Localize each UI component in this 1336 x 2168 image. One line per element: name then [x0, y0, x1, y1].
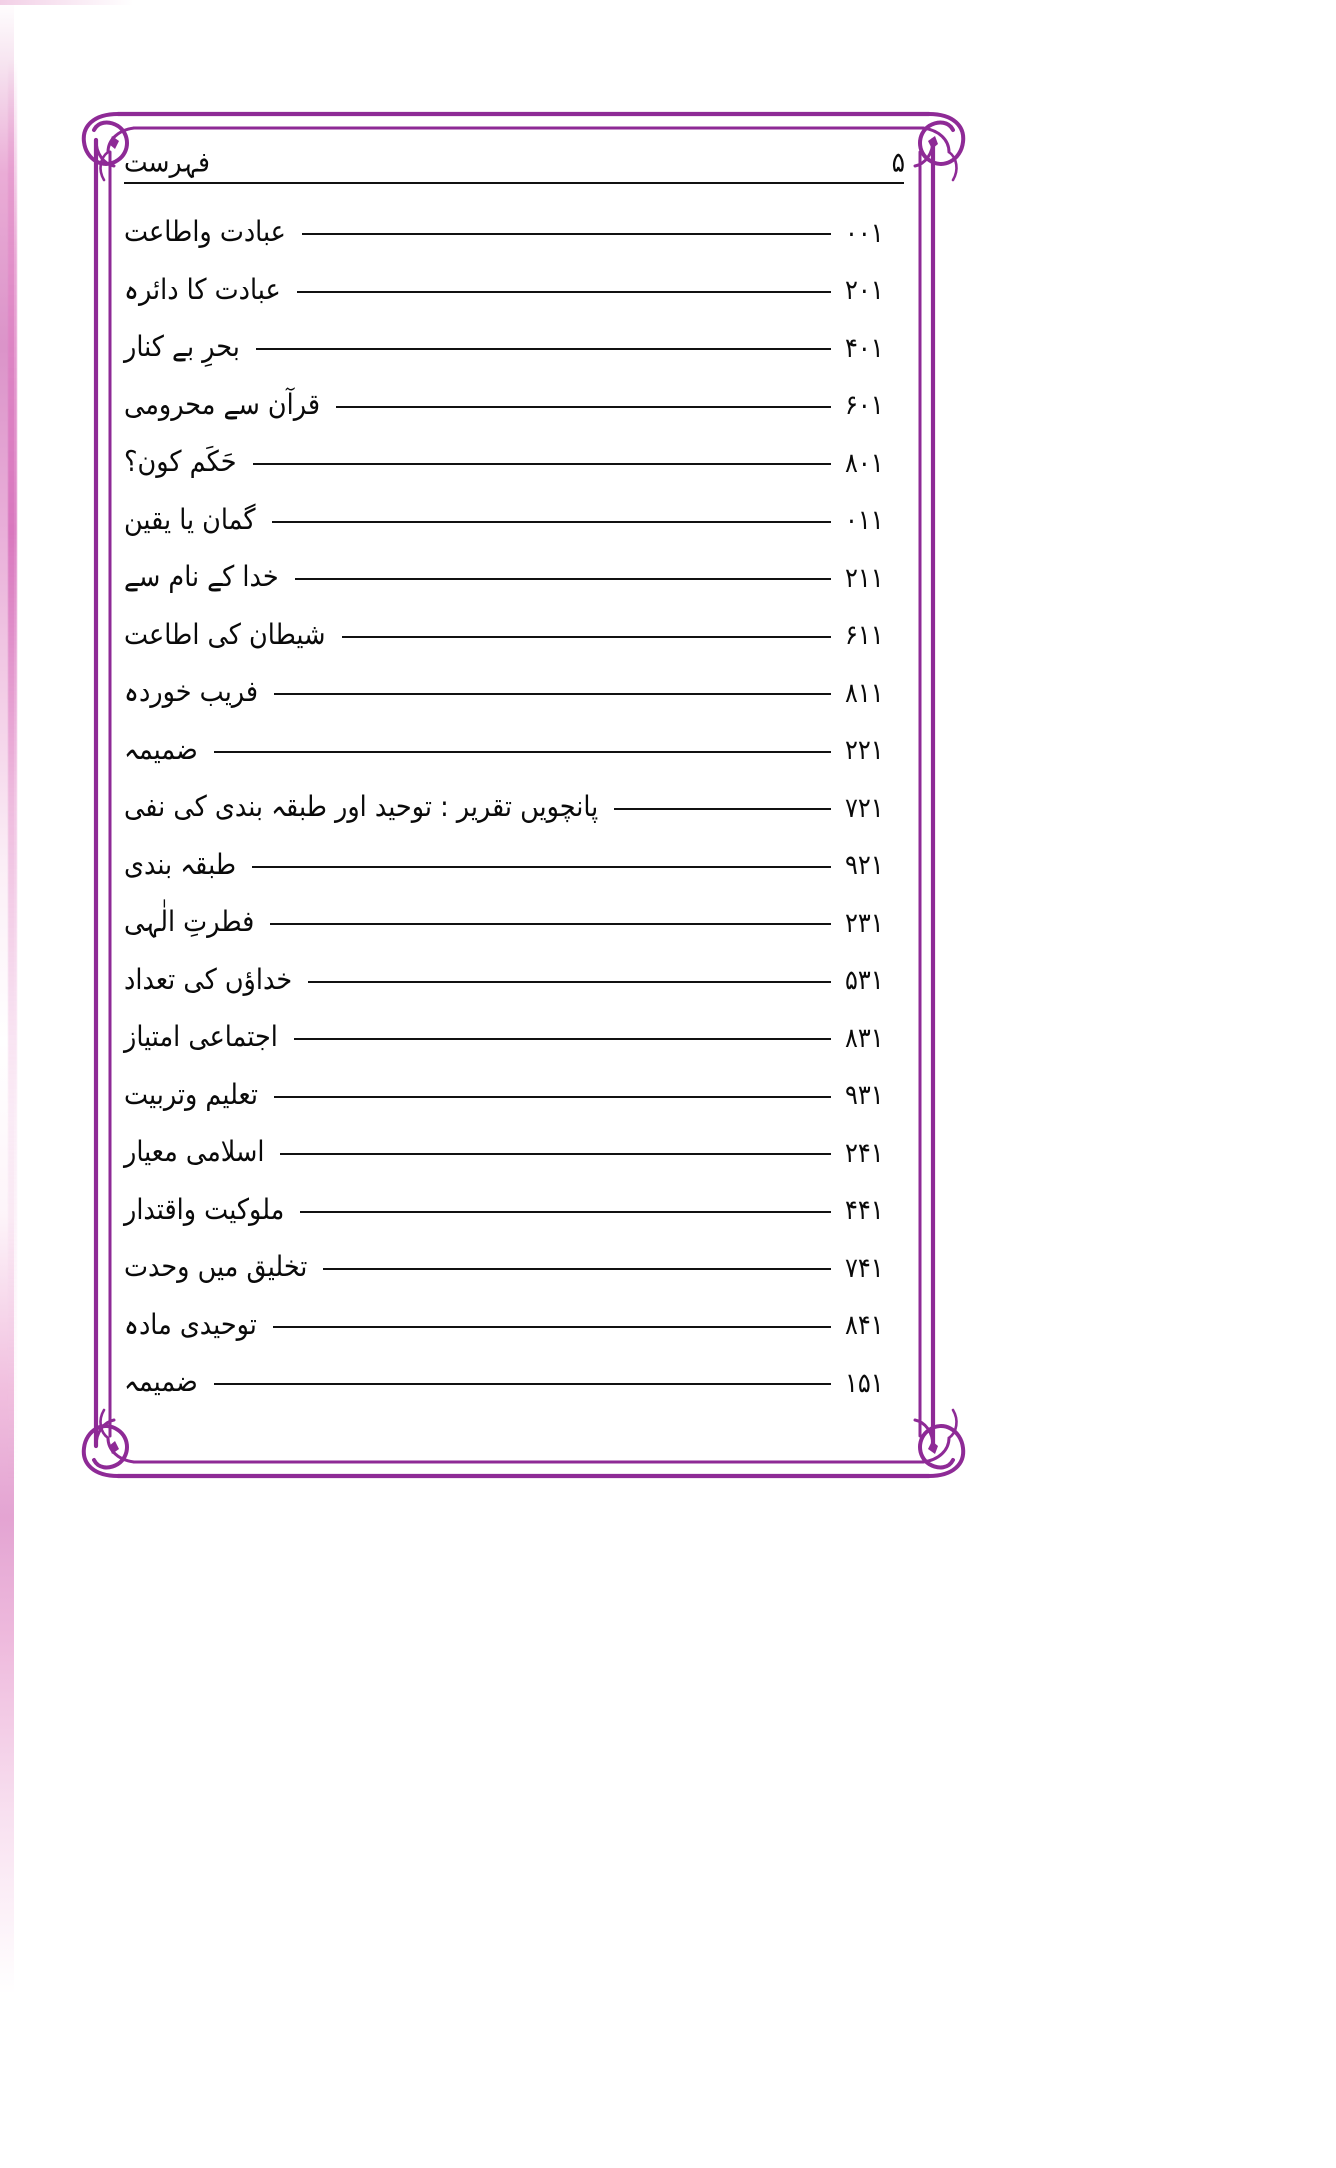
toc-leader-line	[274, 1096, 831, 1098]
toc-entry-row[interactable]	[124, 1297, 907, 1355]
toc-entry-row[interactable]	[124, 952, 907, 1010]
toc-entry-title: اسلامی معیار	[124, 1135, 265, 1170]
toc-entry-page-number: ۱۵۱	[845, 1366, 884, 1399]
toc-entry-row[interactable]	[124, 779, 907, 837]
toc-leader-line	[274, 693, 831, 695]
toc-entry-row[interactable]	[124, 1239, 907, 1297]
scan-artifact-top-edge	[0, 0, 1336, 5]
toc-entry-row[interactable]	[124, 377, 907, 435]
toc-entry-title: قرآن سے محرومی	[124, 388, 321, 422]
toc-entry-row[interactable]	[124, 1009, 907, 1067]
toc-entry-page-number: ۱۲۷	[845, 791, 884, 824]
toc-leader-line	[272, 521, 831, 523]
toc-entry-page-number: ۱۴۷	[845, 1251, 884, 1284]
toc-entry-title: شیطان کی اطاعت	[124, 618, 326, 652]
toc-entry-title: خدا کے نام سے	[124, 560, 279, 595]
toc-entry-title: خداؤں کی تعداد	[124, 963, 293, 997]
toc-entry-page-number: ۱۱۶	[845, 619, 884, 652]
toc-entry-title: تخلیق میں وحدت	[124, 1250, 308, 1285]
toc-entry-page-number: ۱۳۵	[845, 964, 884, 997]
toc-leader-line	[342, 636, 832, 638]
toc-entry-page-number: ۱۳۸	[845, 1021, 884, 1054]
toc-leader-line	[273, 1326, 831, 1328]
toc-leader-line	[294, 1038, 831, 1040]
toc-entry-title: توحیدی مادہ	[124, 1308, 257, 1342]
toc-leader-line	[280, 1153, 831, 1155]
toc-entry-row[interactable]	[124, 492, 907, 550]
toc-entry-row[interactable]	[124, 204, 907, 262]
page-title: فہرست	[124, 146, 210, 179]
toc-entry-row[interactable]	[124, 1124, 907, 1182]
toc-entry-page-number: ۱۰۴	[845, 331, 884, 364]
toc-leader-line	[302, 233, 831, 235]
toc-entry-row[interactable]	[124, 607, 907, 665]
toc-entry-page-number: ۱۲۲	[845, 734, 884, 767]
toc-entry-row[interactable]	[124, 549, 907, 607]
toc-entry-title: اجتماعی امتیاز	[124, 1020, 278, 1055]
header-divider-rule	[124, 182, 904, 184]
scan-artifact-left-streak	[8, 60, 17, 1480]
toc-entry-page-number: ۱۰۸	[845, 446, 884, 479]
toc-entry-page-number: ۱۱۸	[845, 676, 884, 709]
toc-entry-row[interactable]	[124, 1182, 907, 1240]
toc-entry-title: فریب خوردہ	[124, 675, 259, 710]
toc-entry-title: تعلیم وتربیت	[124, 1078, 258, 1112]
page-content-sheet	[78, 100, 947, 1490]
toc-entry-row[interactable]	[124, 664, 907, 722]
toc-entry-row[interactable]	[124, 722, 907, 780]
toc-leader-line	[256, 348, 831, 350]
toc-entry-title: بحرِ بے کنار	[124, 330, 240, 365]
toc-leader-line	[300, 1211, 831, 1213]
toc-entry-title: ضمیمہ	[124, 733, 198, 767]
table-of-contents-list	[78, 204, 947, 1412]
toc-leader-line	[270, 923, 831, 925]
toc-leader-line	[295, 578, 831, 580]
toc-entry-page-number: ۱۴۸	[845, 1309, 884, 1342]
toc-leader-line	[297, 291, 831, 293]
toc-entry-row[interactable]	[124, 434, 907, 492]
page-header	[78, 124, 947, 179]
toc-entry-title: طبقہ بندی	[124, 848, 237, 882]
toc-entry-row[interactable]	[124, 1354, 907, 1412]
toc-entry-page-number: ۱۱۲	[845, 561, 884, 594]
toc-leader-line	[336, 406, 831, 408]
toc-entry-page-number: ۱۰۶	[845, 389, 884, 422]
toc-entry-page-number: ۱۳۹	[845, 1079, 884, 1112]
toc-entry-page-number: ۱۴۴	[845, 1194, 884, 1227]
page-number-folio: ۵	[891, 145, 905, 179]
toc-leader-line	[214, 1383, 831, 1385]
toc-leader-line	[323, 1268, 831, 1270]
toc-entry-row[interactable]	[124, 319, 907, 377]
toc-entry-title: ملوکیت واقتدار	[124, 1193, 285, 1227]
toc-entry-page-number: ۱۰۲	[845, 274, 884, 307]
toc-entry-title: حَکَم کون؟	[124, 445, 237, 480]
toc-leader-line	[253, 463, 832, 465]
toc-entry-page-number: ۱۴۲	[845, 1136, 884, 1169]
toc-entry-page-number: ۱۱۰	[845, 504, 884, 537]
toc-entry-row[interactable]	[124, 894, 907, 952]
toc-entry-title: گمان یا یقین	[124, 503, 256, 537]
toc-leader-line	[308, 981, 831, 983]
toc-entry-title: پانچویں تقریر : توحید اور طبقہ بندی کی نفی	[124, 790, 599, 825]
toc-entry-page-number: ۱۲۹	[845, 849, 884, 882]
toc-leader-line	[214, 751, 831, 753]
toc-entry-title: عبادت واطاعت	[124, 215, 286, 250]
toc-entry-title: فطرتِ الٰہی	[124, 905, 255, 940]
toc-entry-row[interactable]	[124, 837, 907, 895]
toc-entry-row[interactable]	[124, 1067, 907, 1125]
toc-leader-line	[252, 866, 831, 868]
toc-entry-row[interactable]	[124, 262, 907, 320]
toc-entry-title: عبادت کا دائرہ	[124, 273, 281, 307]
toc-leader-line	[614, 808, 831, 810]
toc-entry-title: ضمیمہ	[124, 1365, 198, 1400]
toc-entry-page-number: ۱۳۲	[845, 906, 884, 939]
toc-entry-page-number: ۱۰۰	[845, 216, 884, 249]
